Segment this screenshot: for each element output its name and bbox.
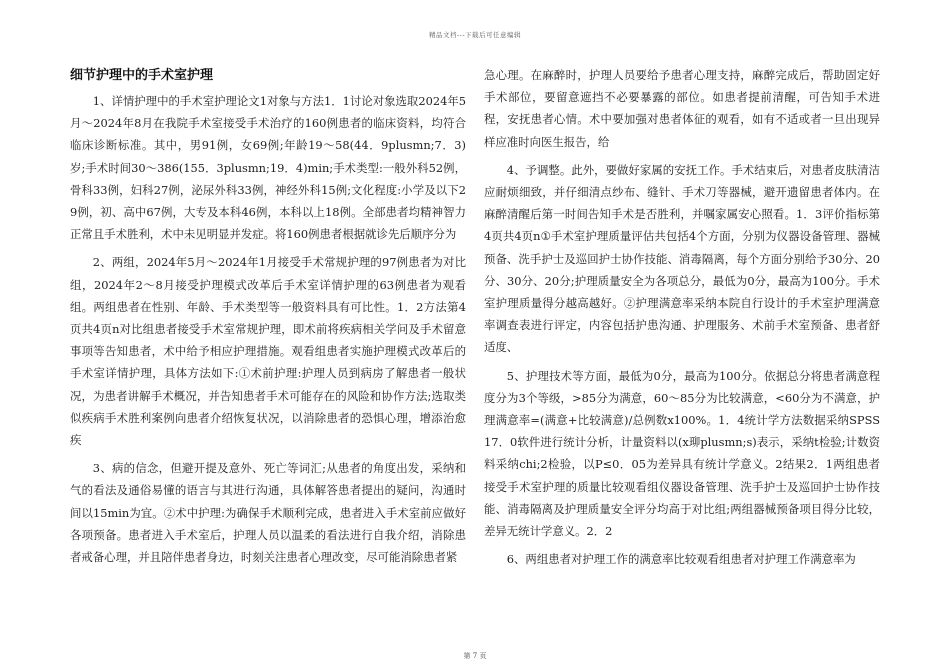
paragraph-1: 1、详情护理中的手术室护理论文1对象与方法1．1讨论对象选取2024年5月～2024年8月在我院手术室接受手术治疗的160例患者的临床资料，均符合临床诊断标准。其中，男91例，女69例;年龄19～58(44．9plusmn;7．3)岁;手术时间30～386(155．3plusmn;19．4)min;手术类型:一般外科52例，骨科33例，妇科27例，泌尿外科33例，神经外科15例;文化程度:小学及以下29例，初、高中67例，大专及本科46例，本科以上18例。全部患者均精神智力正常且手术胜利，术中未见明显并发症。将160例患者根据就诊先后顺序分为 — [70, 94, 466, 242]
article-title: 细节护理中的手术室护理 — [70, 68, 214, 83]
paragraph-4: 4、予调整。此外，要做好家属的安抚工作。手术结束后，对患者皮肤清洁应耐烦细致，并仔细清点纱布、缝针、手术刀等器械，避开遗留患者体内。在麻醉清醒后第一时间告知手术是否胜利，并嘱家属安心照看。1．3评价指标第4页共4页n①手术室护理质量评估共包括4个方面，分别为仪器设备管理、器械预备、洗手护士及巡回护士协作技能、消毒隔离，每个方面分别给予30分、20分、30分、20分;护理质量安全为各项总分，最低为0分，最高为100分。手术室护理质量得分越高越好。②护理满意率采纳本院自行设计的手术室护理满意率调查表进行评定，内容包括护患沟通、护理服务、术前手术室预备、患者舒适度、 — [484, 162, 880, 355]
paragraph-3: 3、病的信念，但避开提及意外、死亡等词汇;从患者的角度出发，采纳和气的看法及通俗易懂的语言与其进行沟通，具体解答患者提出的疑问，沟通时间以15min为宜。②术中护理:为确保手术顺利完成，患者进入手术室前应做好各项预备。患者进入手术室后，护理人员以温柔的看法进行自我介绍，消除患者戒备心理，并且陪伴患者身边，时刻关注患者心理改变，尽可能消除患者紧 — [70, 461, 466, 565]
paragraph-3-continuation: 急心理。在麻醉时，护理人员要给予患者心理支持，麻醉完成后，帮助固定好手术部位，要留意遮挡不必要暴露的部位。如患者提前清醒，可告知手术进程，安抚患者心情。术中要加强对患者体征的观看，如有不适或者一旦出现异样应准时向医生报告，给 — [484, 68, 880, 149]
right-column — [484, 64, 880, 576]
paragraph-5: 5、护理技术等方面，最低为0分，最高为100分。依据总分将患者满意程度分为3个等级，>85分为满意，60～85分为比较满意，<60分为不满意，护理满意率=(满意+比较满意)/总例数x100%。1．4统计学方法数据采纳SPSS17．0软件进行统计分析，计量资料以(x珋plusmn;s)表示，采纳t检验;计数资料采纳chi;2检验，以P≤0．05为差异具有统计学意义。2结果2．1两组患者接受手术室护理的质量比较观看组仪器设备管理、洗手护士及巡回护士协作技能、消毒隔离及护理质量安全评分均高于对比组;两组器械预备项目得分比较，差异无统计学意义。2．2 — [484, 368, 880, 539]
paragraph-6: 6、两组患者对护理工作的满意率比较观看组患者对护理工作满意率为 — [506, 552, 856, 567]
paragraph-2: 2、两组，2024年5月～2024年1月接受手术常规护理的97例患者为对比组，2024年2～8月接受护理模式改革后手术室详情护理的63例患者为观看组。两组患者在性别、年龄、手术类型等一般资料具有可比性。1．2方法第4页共4页n对比组患者接受手术室常规护理，即术前将疾病相关学问及手术留意事项等告知患者，术中给予相应护理措施。观看组患者实施护理模式改革后的手术室详情护理，具体方法如下:①术前护理:护理人员到病房了解患者一般状况，为患者讲解手术概况，并告知患者手术可能存在的风险和协作方法;选取类似疾病手术胜利案例向患者介绍恢复状况，以消除患者的恐惧心理，增添治愈疾 — [70, 255, 466, 448]
page-number: 第 7 页 — [463, 652, 487, 660]
left-column — [70, 64, 466, 574]
header-note: 精品文档---下载后可任意编辑 — [428, 31, 522, 39]
